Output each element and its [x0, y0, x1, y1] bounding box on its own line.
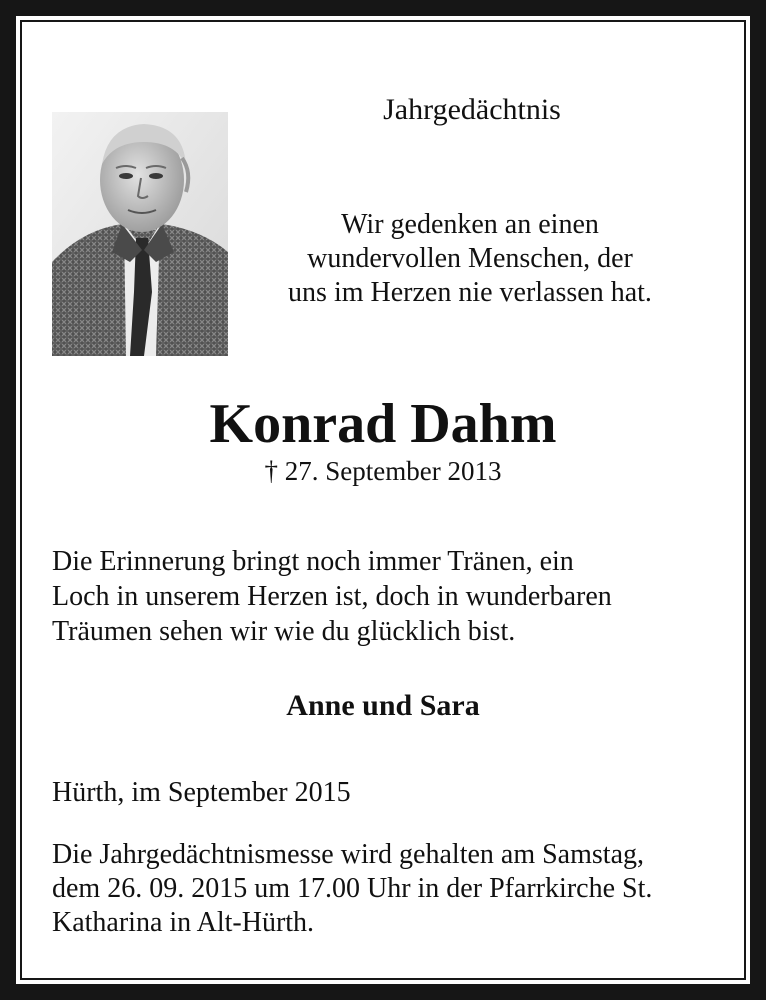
deceased-name: Konrad Dahm: [209, 393, 557, 455]
quote-line: wundervollen Menschen, der: [307, 243, 633, 274]
death-date: † 27. September 2013: [264, 456, 502, 486]
notice-title: Jahrgedächtnis: [383, 93, 561, 126]
quote-line: Wir gedenken an einen: [341, 209, 599, 240]
poem-line: Die Erinnerung bringt noch immer Tränen, ein: [52, 546, 574, 577]
signers: Anne und Sara: [286, 689, 480, 722]
mass-line: dem 26. 09. 2015 um 17.00 Uhr in der Pfarrkirche St.: [52, 873, 653, 904]
mass-line: Die Jahrgedächtnismesse wird gehalten am Samstag,: [52, 839, 644, 870]
portrait-photo: [52, 112, 228, 356]
poem-line: Träumen sehen wir wie du glücklich bist.: [52, 616, 516, 647]
quote-line: uns im Herzen nie verlassen hat.: [288, 277, 652, 308]
poem-line: Loch in unserem Herzen ist, doch in wunderbaren: [52, 581, 612, 612]
mass-line: Katharina in Alt-Hürth.: [52, 907, 315, 938]
memorial-quote: [240, 208, 700, 310]
memorial-poem: [52, 544, 716, 649]
mass-announcement: [52, 838, 716, 940]
place-and-date: Hürth, im September 2015: [52, 777, 351, 808]
